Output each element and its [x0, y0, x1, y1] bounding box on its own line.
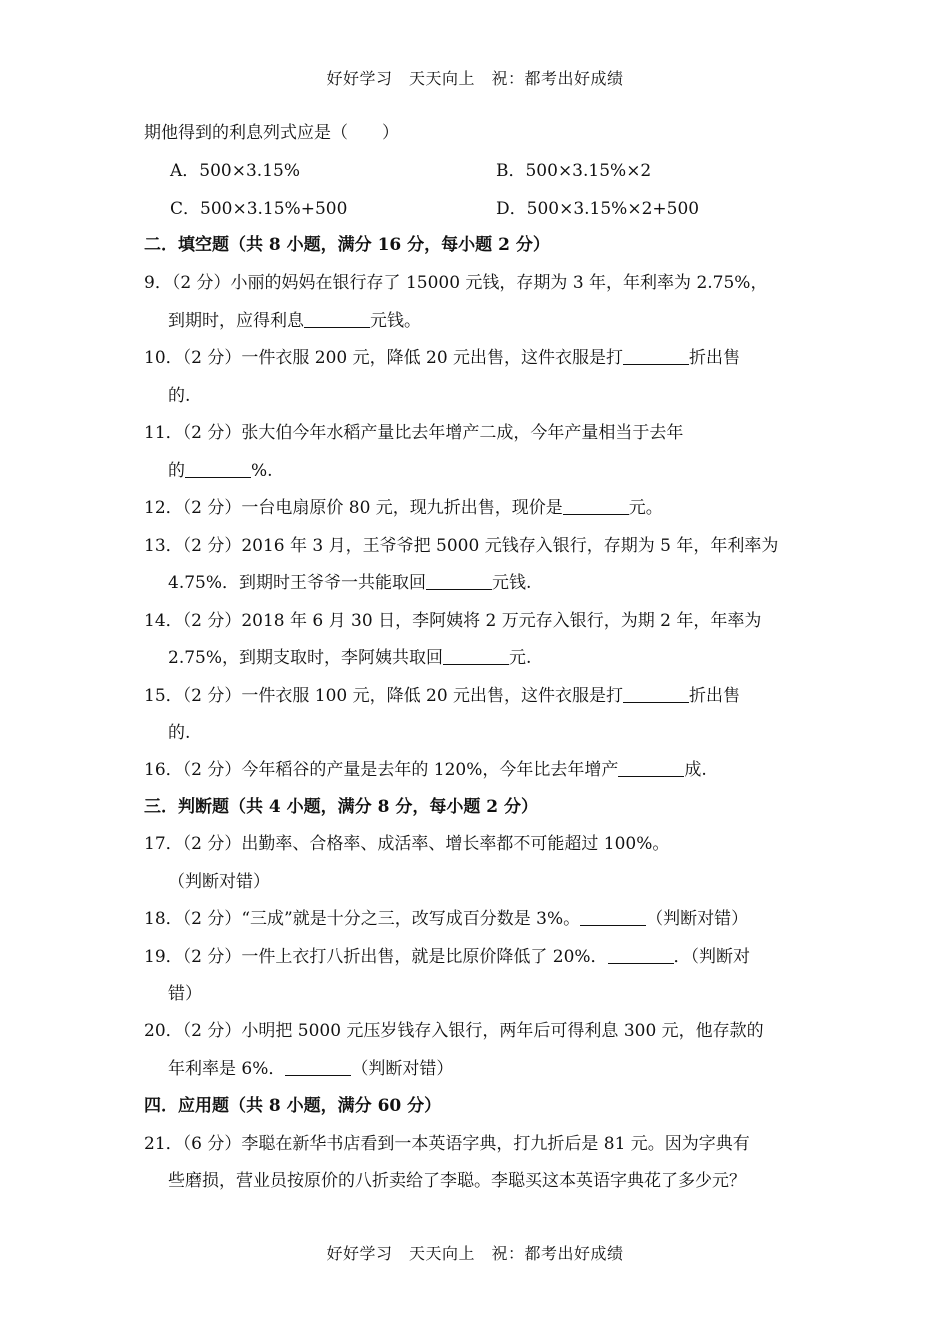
- q11-text: 的: [168, 461, 185, 481]
- q10-line2: 的.: [168, 386, 191, 406]
- q8-tail: 期他得到的利息列式应是（ ）: [144, 123, 399, 143]
- q10-blank: [623, 348, 689, 365]
- q13-blank: [426, 573, 492, 590]
- q15-line1: [144, 683, 740, 709]
- q13-line2: [168, 570, 531, 596]
- q9-line2: [168, 308, 421, 334]
- q14-unit: 元.: [509, 648, 532, 668]
- q12-unit: 元。: [628, 498, 663, 518]
- q19-line1: [144, 944, 750, 970]
- q20-line1: 20．（2 分）小明把 5000 元压岁钱存入银行，两年后可得利息 300 元，他存款的: [144, 1021, 764, 1041]
- section-4-title: 四．应用题（共 8 小题，满分 60 分）: [144, 1096, 442, 1116]
- q19-text: 19．（2 分）一件上衣打八折出售，就是比原价降低了 20%．: [144, 947, 608, 967]
- q19-blank: [608, 947, 674, 964]
- q10-tail: 折出售: [689, 348, 741, 368]
- page-footer: 好好学习 天天向上 祝：都考出好成绩: [326, 1244, 624, 1263]
- q15-line2: 的.: [168, 723, 191, 743]
- q9-blank: [304, 311, 370, 328]
- q13-text: 4.75%．到期时王爷爷一共能取回: [168, 573, 427, 593]
- q9-unit: 元钱。: [370, 311, 421, 331]
- section-2-title: 二．填空题（共 8 小题，满分 16 分，每小题 2 分）: [144, 235, 550, 255]
- q16-line1: [144, 757, 707, 783]
- q14-line2: [168, 645, 531, 671]
- q9-text: 到期时，应得利息: [168, 311, 304, 331]
- q15-blank: [623, 686, 689, 703]
- q12-blank: [563, 498, 629, 515]
- q20-tail: （判断对错）: [351, 1059, 454, 1079]
- q16-blank: [618, 760, 684, 777]
- q21-line1: 21．（6 分）李聪在新华书店看到一本英语字典，打九折后是 81 元。因为字典有: [144, 1134, 750, 1154]
- q11-line1: 11．（2 分）张大伯今年水稻产量比去年增产二成，今年产量相当于去年: [144, 423, 684, 443]
- q16-unit: 成.: [684, 760, 707, 780]
- q18-tail: （判断对错）: [646, 909, 749, 929]
- q20-line2: [168, 1056, 453, 1082]
- q10-text: 10．（2 分）一件衣服 200 元，降低 20 元出售，这件衣服是打: [144, 348, 624, 368]
- q21-line2: 些磨损，营业员按原价的八折卖给了李聪。李聪买这本英语字典花了多少元？: [168, 1171, 746, 1191]
- q12-text: 12．（2 分）一台电扇原价 80 元，现九折出售，现价是: [144, 498, 563, 518]
- q8-option-b: B．500×3.15%×2: [496, 161, 652, 181]
- q11-unit: %.: [251, 461, 273, 481]
- q15-text: 15．（2 分）一件衣服 100 元，降低 20 元出售，这件衣服是打: [144, 686, 624, 706]
- q18-text: 18．（2 分）“三成”就是十分之三，改写成百分数是 3%。: [144, 909, 581, 929]
- q14-text: 2.75%，到期支取时，李阿姨共取回: [168, 648, 444, 668]
- q15-tail: 折出售: [689, 686, 741, 706]
- q16-text: 16．（2 分）今年稻谷的产量是去年的 120%，今年比去年增产: [144, 760, 619, 780]
- q8-option-a: A．500×3.15%: [170, 161, 300, 181]
- section-3-title: 三．判断题（共 4 小题，满分 8 分，每小题 2 分）: [144, 797, 538, 817]
- q14-blank: [443, 648, 509, 665]
- q17-line2: （判断对错）: [168, 872, 270, 892]
- q20-blank: [285, 1059, 351, 1076]
- q19-line2: 错）: [168, 984, 202, 1004]
- q13-line1: 13．（2 分）2016 年 3 月，王爷爷把 5000 元钱存入银行，存期为 5 年，年利率为: [144, 536, 779, 556]
- q12-line1: [144, 495, 663, 521]
- q8-option-d: D．500×3.15%×2+500: [496, 199, 700, 219]
- q14-line1: 14．（2 分）2018 年 6 月 30 日，李阿姨将 2 万元存入银行，为期 2 年，年率为: [144, 611, 762, 631]
- q18-blank: [580, 909, 646, 926]
- q19-tail: ．（判断对: [673, 947, 751, 967]
- q17-line1: 17．（2 分）出勤率、合格率、成活率、增长率都不可能超过 100%。: [144, 834, 670, 854]
- q18-line1: [144, 906, 748, 932]
- q11-line2: [168, 458, 273, 484]
- q11-blank: [185, 461, 251, 478]
- q9-line1: 9．（2 分）小丽的妈妈在银行存了 15000 元钱，存期为 3 年，年利率为 2.75%，: [144, 273, 768, 293]
- q20-text: 年利率是 6%．: [168, 1059, 286, 1079]
- page-header: 好好学习 天天向上 祝：都考出好成绩: [326, 69, 624, 88]
- q8-option-c: C．500×3.15%+500: [170, 199, 348, 219]
- q10-line1: [144, 345, 740, 371]
- q13-unit: 元钱.: [492, 573, 532, 593]
